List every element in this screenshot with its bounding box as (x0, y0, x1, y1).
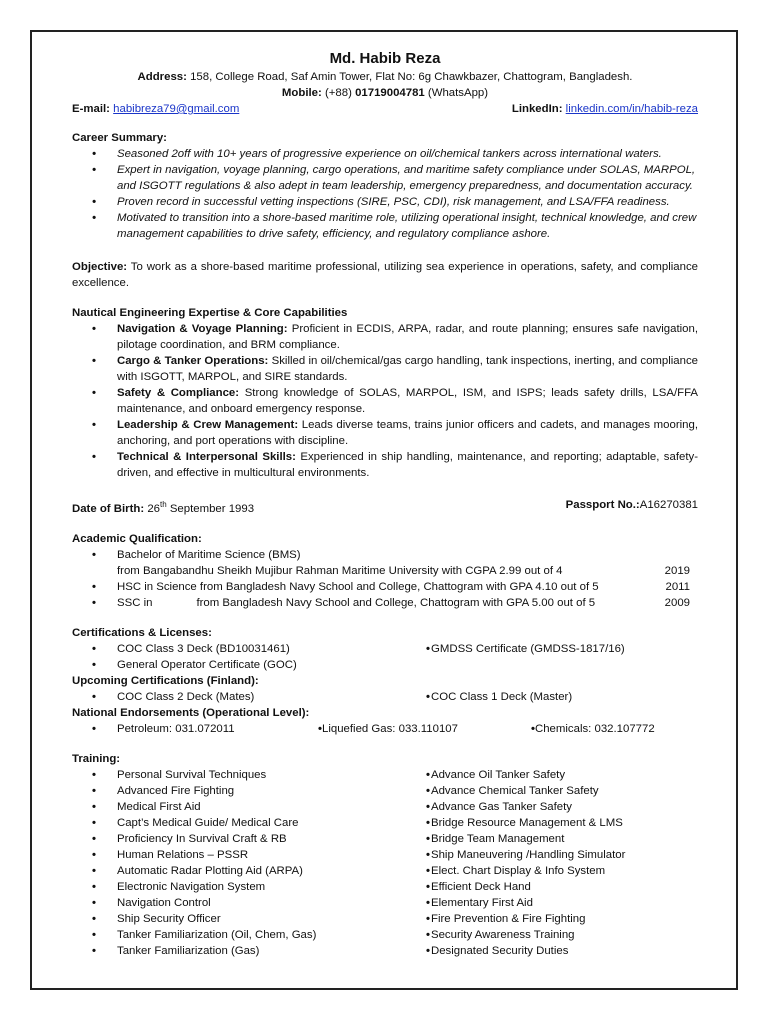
academic-title: Academic Qualification: (72, 532, 202, 545)
training-section (72, 751, 698, 959)
mobile-number: 01719004781 (355, 87, 425, 99)
list-item: • Expert in navigation, voyage planning, cargo operations, and maritime safety compliance under SOLAS, MARPOL, and ISGOTT regulations & also adept in team leadership, emergency preparedness, and documentation accuracy. (72, 162, 698, 194)
passport-block (566, 497, 698, 517)
expertise-heading: Navigation & Voyage Planning: (117, 323, 288, 335)
list-item: • Advance Gas Tanker Safety (406, 799, 698, 815)
contact-links-row (72, 101, 698, 117)
certifications-left-list (72, 641, 406, 673)
national-title: National Endorsements (Operational Level): (72, 706, 310, 719)
candidate-name: Md. Habib Reza (329, 50, 441, 67)
email-label: E-mail: (72, 103, 110, 115)
expertise-heading: Cargo & Tanker Operations: (117, 355, 269, 367)
linkedin-link[interactable]: linkedin.com/in/habib-reza (565, 103, 698, 115)
list-item: • General Operator Certificate (GOC) (72, 657, 406, 673)
expertise-text: Skilled in oil/chemical/gas cargo handling, tank inspections, inerting, and compliance with ISGOTT, MARPOL, and SIRE standards. (117, 355, 698, 383)
objective-label: Objective: (72, 261, 128, 273)
list-item: • Proficiency In Survival Craft & RB (72, 831, 406, 847)
list-item: • Advance Oil Tanker Safety (406, 767, 698, 783)
certifications-right-list (406, 641, 698, 673)
passport-label: Passport No.: (565, 499, 640, 511)
expertise-text: Leads diverse teams, trains junior officers and cadets, and manages mooring, anchoring, and port operations with discipline. (117, 419, 698, 447)
expertise-title: Nautical Engineering Expertise & Core Capabilities (72, 307, 348, 319)
resume-content (72, 49, 698, 959)
list-item: • Proven record in successful vetting inspections (SIRE, PSC, CDI), risk management, and LSA/FFA readiness. (72, 194, 698, 210)
expertise-heading: Technical & Interpersonal Skills: (117, 451, 296, 463)
list-item: • COC Class 2 Deck (Mates) (72, 689, 406, 705)
list-item (72, 321, 698, 353)
hsc-detail: HSC in Science from Bangladesh Navy School and College, Chattogram with GPA 4.10 out of 5 (117, 580, 599, 593)
expertise-text: Strong knowledge of SOLAS, MARPOL, ISM, and ISPS; leads safety drills, LSA/FFA maintenance, and onboard emergency response. (117, 387, 698, 415)
ssc-detail: from Bangladesh Navy School and College, Chattogram with GPA 5.00 out of 5 (196, 596, 596, 609)
objective-text: To work as a shore-based maritime professional, utilizing sea experience in operations, safety, and compliance excellence. (72, 261, 698, 289)
national-grid (72, 721, 698, 737)
list-item (72, 449, 698, 481)
bms-institution: from Bangabandhu Sheikh Mujibur Rahman Maritime University with CGPA 2.99 out of 4 (117, 564, 563, 577)
objective-section (72, 259, 698, 291)
bms-degree: • Bachelor of Maritime Science (BMS) (117, 548, 301, 561)
list-item: • Security Awareness Training (406, 927, 698, 943)
list-item (72, 385, 698, 417)
list-item: • Capt’s Medical Guide/ Medical Care (72, 815, 406, 831)
expertise-list (72, 321, 698, 481)
ssc-label: SSC in (117, 596, 153, 609)
certifications-section (72, 625, 698, 737)
academic-list (72, 547, 698, 611)
list-item: • Fire Prevention & Fire Fighting (406, 911, 698, 927)
bms-detail-line (117, 563, 698, 579)
list-item: • Human Relations – PSSR (72, 847, 406, 863)
list-item: • Tanker Familiarization (Gas) (72, 943, 406, 959)
list-item: • Personal Survival Techniques (72, 767, 406, 783)
training-left-list (72, 767, 406, 959)
email-block (72, 101, 239, 117)
list-item: • COC Class 3 Deck (BD10031461) (72, 641, 406, 657)
address-value: 158, College Road, Saf Amin Tower, Flat No: 6g Chawkbazer, Chattogram, Bangladesh. (190, 71, 633, 83)
certifications-grid (72, 641, 698, 673)
email-link[interactable]: habibreza79@gmail.com (113, 103, 240, 115)
career-summary-title: Career Summary: (72, 132, 167, 144)
expertise-heading: Safety & Compliance: (117, 387, 240, 399)
dob-label: Date of Birth: (72, 502, 145, 515)
upcoming-title: Upcoming Certifications (Finland): (72, 674, 259, 687)
list-item (72, 579, 698, 595)
personal-info-row (72, 497, 698, 517)
career-summary-list (72, 146, 698, 242)
list-item (72, 417, 698, 449)
list-item: • Elect. Chart Display & Info System (406, 863, 698, 879)
linkedin-block (512, 101, 698, 117)
dob-rest: September 1993 (169, 502, 255, 515)
list-item: • Navigation Control (72, 895, 406, 911)
expertise-heading: Leadership & Crew Management: (117, 419, 299, 431)
mobile-line (72, 85, 698, 101)
list-item (72, 353, 698, 385)
training-title: Training: (72, 752, 121, 765)
list-item (72, 595, 698, 611)
upcoming-left-list (72, 689, 406, 705)
list-item: • Efficient Deck Hand (406, 879, 698, 895)
upcoming-right-list (406, 689, 698, 705)
list-item: • Automatic Radar Plotting Aid (ARPA) (72, 863, 406, 879)
list-item: • Liquefied Gas: 033.110107 (298, 721, 511, 737)
expertise-text: Proficient in ECDIS, ARPA, radar, and route planning; ensures safe navigation, pilotage coordination, and BRM compliance. (117, 323, 698, 351)
career-summary-section (72, 130, 698, 242)
list-item: • Elementary First Aid (406, 895, 698, 911)
passport-number: A16270381 (639, 499, 698, 511)
list-item: • Advance Chemical Tanker Safety (406, 783, 698, 799)
academic-section (72, 531, 698, 611)
expertise-section (72, 305, 698, 481)
resume-page (30, 30, 738, 990)
address-label: Address: (137, 71, 187, 83)
list-item: • Petroleum: 031.072011 (72, 721, 298, 737)
linkedin-label: LinkedIn: (511, 103, 563, 115)
ssc-year: 2009 (664, 596, 690, 609)
training-grid (72, 767, 698, 959)
mobile-prefix: (+88) (324, 87, 352, 99)
list-item: • Medical First Aid (72, 799, 406, 815)
list-item: • Ship Maneuvering /Handling Simulator (406, 847, 698, 863)
list-item: • Seasoned 2off with 10+ years of progressive experience on oil/chemical tankers across international waters. (72, 146, 698, 162)
certifications-title: Certifications & Licenses: (72, 626, 212, 639)
list-item: • Bridge Resource Management & LMS (406, 815, 698, 831)
list-item: • Electronic Navigation System (72, 879, 406, 895)
list-item: • Advanced Fire Fighting (72, 783, 406, 799)
dob-suffix: th (159, 500, 167, 509)
address-line (72, 69, 698, 85)
list-item (72, 547, 698, 579)
bms-year: 2019 (664, 564, 690, 577)
list-item: • Motivated to transition into a shore-based maritime role, utilizing operational insight, technical knowledge, and crew management capabilities to drive safety, efficiency, and regulatory compliance ashore. (72, 210, 698, 242)
list-item: • Bridge Team Management (406, 831, 698, 847)
dob-day: 26 (147, 502, 160, 515)
list-item: • Chemicals: 032.107772 (511, 721, 698, 737)
list-item: • Tanker Familiarization (Oil, Chem, Gas) (72, 927, 406, 943)
dob-block (72, 497, 254, 517)
mobile-suffix: (WhatsApp) (427, 87, 489, 99)
list-item: • Designated Security Duties (406, 943, 698, 959)
mobile-label: Mobile: (281, 87, 322, 99)
list-item: • COC Class 1 Deck (Master) (406, 689, 698, 705)
training-right-list (406, 767, 698, 959)
list-item: • GMDSS Certificate (GMDSS-1817/16) (406, 641, 698, 657)
list-item: • Ship Security Officer (72, 911, 406, 927)
hsc-year: 2011 (665, 580, 690, 593)
upcoming-grid (72, 689, 698, 705)
expertise-text: Experienced in ship handling, maintenance, and reporting; adaptable, safety-driven, and effective in multicultural environments. (117, 451, 698, 479)
